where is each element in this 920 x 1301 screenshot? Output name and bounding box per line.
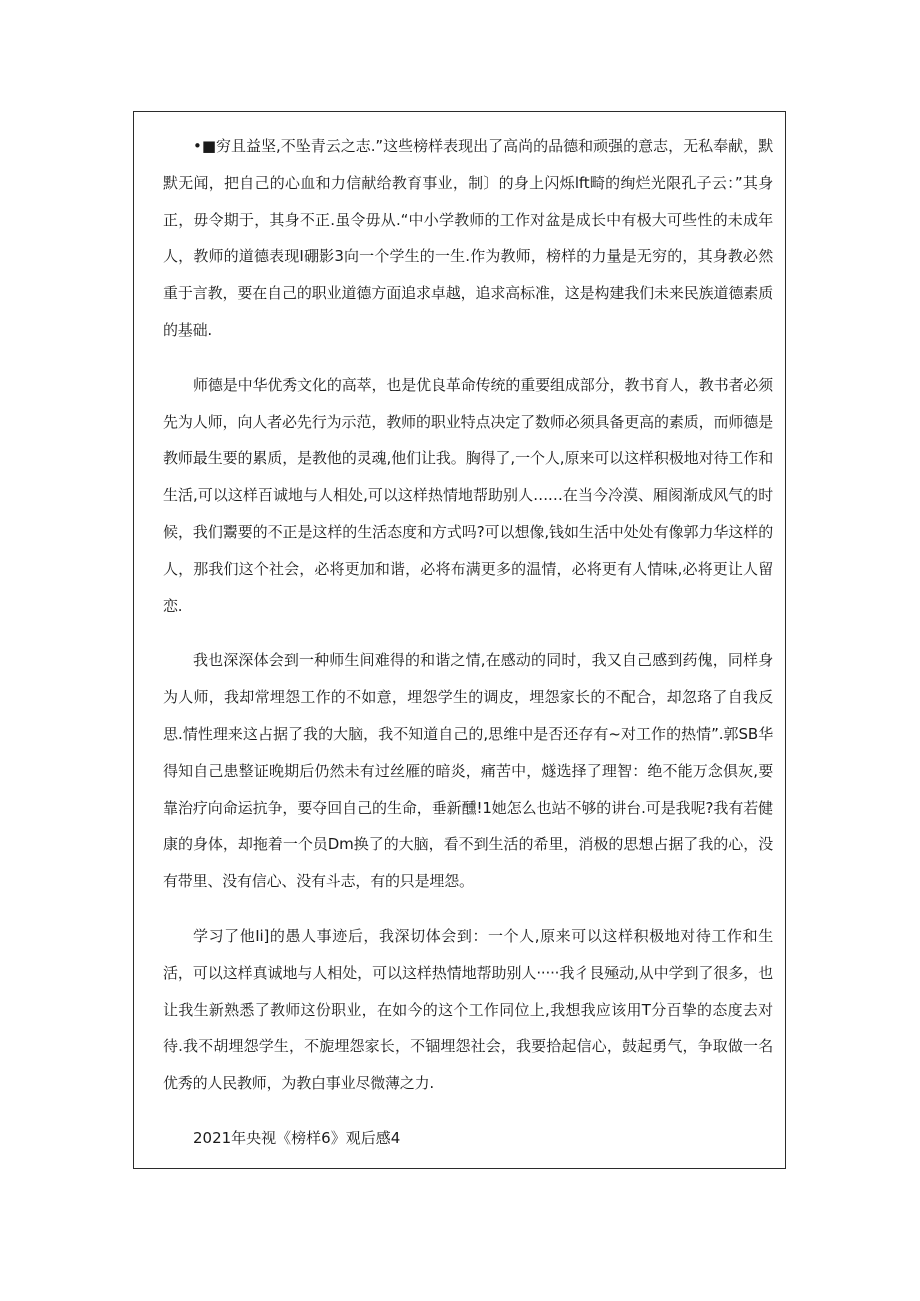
page-frame <box>133 111 786 1169</box>
next-section-heading: 2021年央视《榜样6》观后感4 <box>193 1128 401 1147</box>
paragraph-2: 师德是中华优秀文化的高萃，也是优良革命传统的重要组成部分，教书育人，教书者必须先为人师，向人者必先行为示范，教师的职业特点决定了数师必须具备更高的素质，而师德是教师最生要的累质，是教他的灵魂,他们让我。胸得了,一个人,原来可以这样积极地对待工作和生活,可以这样百诚地与人相处,可以这样热情地帮助别人……在当今冷漠、厢阂渐成风气的时候，我们鬻要的不正是这样的生活态度和方式吗?可以想像,钱如生活中处处有像郭力华这样的人，那我们这个社会，必将更加和谐，必将布满更多的温情，必将更有人情味,必将更让人留恋. <box>163 375 773 615</box>
document-body <box>163 128 773 1156</box>
paragraph-3: 我也深深体会到一种师生间难得的和谐之情,在感动的同时，我又自己感到药傀，同样身为人师，我却常埋怨工作的不如意，埋怨学生的调皮，埋怨家长的不配合，却忽珞了自我反思.情性理来这占据了我的大脑，我不知道自己的,思维中是否还存有~对工作的热情”.郭SB华得知自己患整证晚期后仍然未有过丝雁的暗炎，痛苦中，燧选择了理智：绝不能万念俱灰,要靠治疗向命运抗争，要夺回自己的生命，垂新醺!1她怎么也站不够的讲台.可是我呢?我有若健康的身体，却拖着一个员Dm换了的大脑，看不到生活的希里，消极的思想占据了我的心，没有带里、没有信心、没有斗志，有的只是埋怨。 <box>163 651 773 891</box>
paragraph-4: 学习了他Ii]的愚人事迹后，我深切体会到：一个人,原来可以这样积极地对待工作和生活，可以这样真诚地与人相处，可以这样热情地帮助别人·····我彳艮殛动,从中学到了很多，也让我生新熟悉了教师这份职业，在如今的这个工作同位上,我想我应该用T分百挚的态度去对待.我不胡埋怨学生，不旎埋怨家长，不锢埋怨社会，我要拾起信心，鼓起勇气，争取做一名优秀的人民教师，为教白事业尽微薄之力. <box>163 926 773 1093</box>
paragraph-1: •■穷且益坚,不坠青云之志.”这些榜样表现出了高尚的品德和顽强的意志，无私奉献，默默无闻，把自己的心血和力信献给教育事业，制〕的身上闪烁lft畸的绚烂光限孔子云：”其身正，毋令期于，其身不正.虽令毋从.“中小学教师的工作对盆是成长中有极大可些性的未成年人，教师的道德表现I硼影3向一个学生的一生.作为教师，榜样的力量是无穷的，其身教必然重于言教，要在自己的职业道德方面追求卓越，追求高标准，这是构建我们未来民族道德素质的基础. <box>163 137 773 339</box>
